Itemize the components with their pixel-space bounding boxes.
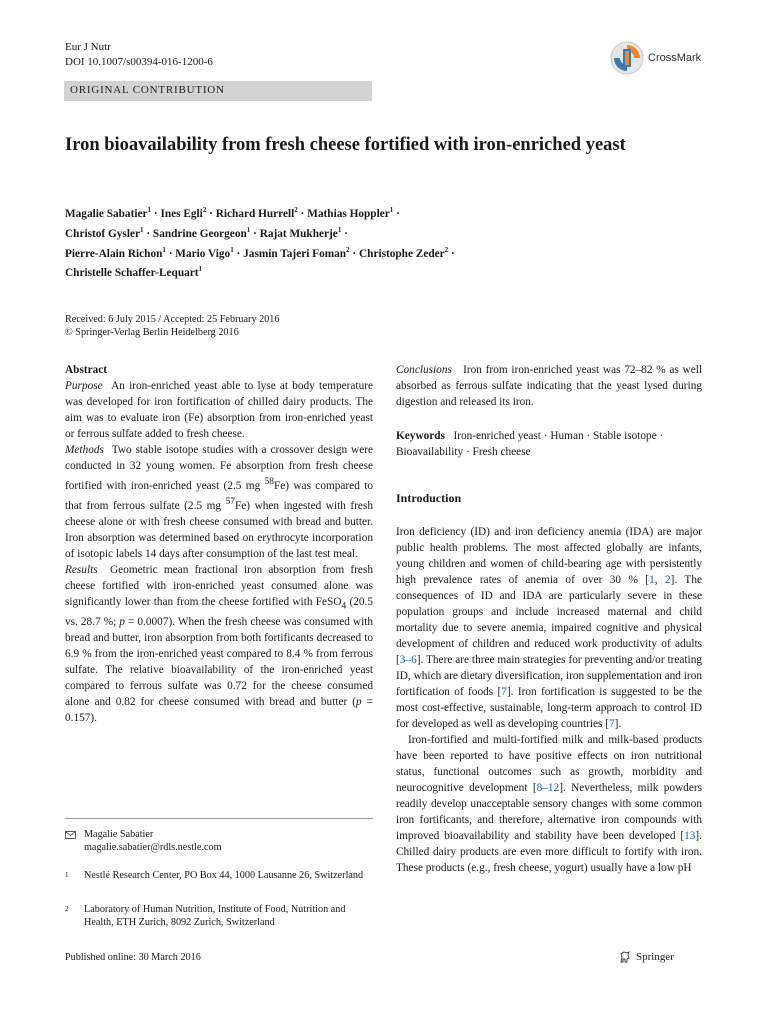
publisher-logo xyxy=(618,950,674,964)
author-affiliation: 2 xyxy=(346,245,350,254)
conclusions-label: Conclusions xyxy=(396,364,452,376)
citation-link[interactable]: 13 xyxy=(684,830,696,842)
crossmark-icon xyxy=(610,41,644,75)
results-label: Results xyxy=(65,563,98,576)
citation-link[interactable]: 2 xyxy=(664,574,671,586)
introduction-heading: Introduction xyxy=(396,491,462,505)
citation-link[interactable]: 7 xyxy=(501,686,507,698)
p-symbol: p xyxy=(119,615,125,628)
affiliation-number: 2 xyxy=(65,905,69,913)
methods-text: Fe) when ingested with fresh cheese alone or with fresh cheese consumed with bread and butter. Iron absorption was determined based on erythrocyte incorporation of isotopic labels 14 days after consumption of the last test meal. xyxy=(65,499,373,560)
author-affiliation: 2 xyxy=(294,206,298,214)
author-affiliation: 2 xyxy=(444,245,449,254)
section-banner xyxy=(64,81,372,101)
isotope-57: 57 xyxy=(225,496,235,507)
author-affiliation: 1 xyxy=(389,206,394,214)
affiliation-text: Laboratory of Human Nutrition, Institute of Food, Nutrition and Health, ETH Zurich, 8092 Zurich, Switzerland xyxy=(84,904,346,928)
author-name[interactable]: Mathias Hoppler xyxy=(307,207,390,220)
citation-link[interactable]: 3–6 xyxy=(399,654,417,666)
author-affiliation: 1 xyxy=(230,245,234,254)
results-text: Geometric mean fractional iron absorption from fresh cheese fortified with iron-enriched yeast consumed alone was significantly lower than from the cheese fortified with FeSO xyxy=(65,563,373,608)
results-text: = 0.0007). When the fresh cheese was consumed with bread and butter, iron absorption from both fortificants decreased to 6.9 % from the iron-enriched yeast compared to 8.4 % from ferrous sulfate. The relative bioavailability of the iron-enriched yeast compared to ferrous sulfate was 0.72 for the cheese consumed alone and 0.82 for cheese consumed with bread and butter ( xyxy=(65,615,373,708)
intro-text: Iron-fortified and multi-fortified milk and milk-based products have been reported to have positive effects on iron nutritional status, functional outcomes such as growth, morbidity and neurocognitive development [ xyxy=(396,734,702,794)
author-affiliation: 1 xyxy=(337,225,342,234)
article-title: Iron bioavailability from fresh cheese fortified with iron-enriched yeast xyxy=(65,135,626,155)
intro-text: ]. Chilled dairy products are even more difficult to fortify with iron. These products (e.g., fresh cheese, yogurt) usually have a low pH xyxy=(396,830,702,874)
affiliation-1 xyxy=(65,869,373,882)
methods-text: Fe) was compared to that from ferrous sulfate (2.5 mg xyxy=(65,479,373,512)
author-affiliation: 1 xyxy=(147,206,152,214)
p-symbol: p xyxy=(355,695,362,708)
intro-text: ]. Nevertheless, milk powders readily develop unacceptable sensory changes with some common iron fortificants, and therefore, alternative iron compounds with improved bioavailability and stability have been developed [ xyxy=(396,782,702,842)
isotope-58: 58 xyxy=(264,477,274,487)
keywords-text: Iron-enriched yeast · Human · Stable isotope · Bioavailability · Fresh cheese xyxy=(396,430,664,458)
author-email[interactable]: magalie.sabatier@rdls.nestle.com xyxy=(84,842,222,853)
received-accepted: Received: 6 July 2015 / Accepted: 25 February 2016 xyxy=(65,314,280,325)
author-name[interactable]: Sandrine Georgeon xyxy=(152,227,247,240)
author-list: Magalie Sabatier$^1$ · Ines Egli$^2$ · Richard Hurrell$^2$ · Mathias Hoppler$^1$ · Christof Gysler$^1$ · Sandrine Georgeon$^1$ · Rajat Mukherje$^1$ · Pierre-Alain Richon$^1$ · Mario Vigo$^1$ · Jasmin Tajeri Foman$^2$ · Christophe Zeder$^2$ · Christelle Schaffer-Lequart$^1$ xyxy=(65,206,455,280)
doi[interactable]: DOI 10.1007/s00394-016-1200-6 xyxy=(65,56,213,68)
publisher-name: Springer xyxy=(636,951,674,963)
citation-link[interactable]: 7 xyxy=(609,718,615,730)
author-name[interactable]: Jasmin Tajeri Foman xyxy=(243,247,347,260)
intro-text: Iron deficiency (ID) and iron deficiency anemia (IDA) are major public health problems. The most affected globally are infants, young children and women of child-bearing age with persistently high prevalence rates of anemia of over 30 % [ xyxy=(396,526,702,586)
citation-link[interactable]: 8–12 xyxy=(536,782,560,794)
correspondence xyxy=(65,828,373,854)
envelope-icon xyxy=(65,830,76,843)
section-banner-label: ORIGINAL CONTRIBUTION xyxy=(70,84,225,96)
author-name[interactable]: Rajat Mukherje xyxy=(259,227,338,240)
author-name[interactable]: Christophe Zeder xyxy=(359,247,445,260)
abstract-methods xyxy=(65,442,373,562)
abstract-conclusions xyxy=(396,362,702,410)
keywords-label: Keywords xyxy=(396,430,445,442)
crossmark-badge[interactable] xyxy=(610,41,701,75)
purpose-label: Purpose xyxy=(65,380,103,392)
author-name[interactable]: Pierre-Alain Richon xyxy=(65,247,163,260)
author-name[interactable]: Christelle Schaffer-Lequart xyxy=(65,267,199,280)
author-name[interactable]: Mario Vigo xyxy=(175,247,231,260)
intro-text: ]. xyxy=(614,718,622,730)
author-affiliation: 1 xyxy=(162,245,166,254)
journal-name: Eur J Nutr xyxy=(65,41,111,53)
affiliation-text: Nestlé Research Center, PO Box 44, 1000 Lausanne 26, Switzerland xyxy=(84,870,364,881)
methods-text: Two stable isotope studies with a crossover design were conducted in 32 young women. Fe absorption from fresh cheese fortified with iron-enriched yeast (2.5 mg xyxy=(65,444,373,492)
journal-header xyxy=(65,40,213,70)
abstract xyxy=(65,362,373,726)
author-affiliation: 1 xyxy=(198,265,203,274)
keywords xyxy=(396,428,702,460)
article-dates xyxy=(65,313,279,339)
copyright: © Springer-Verlag Berlin Heidelberg 2016 xyxy=(65,327,239,338)
crossmark-label: CrossMark xyxy=(648,52,702,64)
intro-text: ]. There are three main strategies for preventing and/or treating ID, which are dietary diversification, iron supplementation and iron fortification of foods [ xyxy=(396,654,702,698)
author-name[interactable]: Christof Gysler xyxy=(65,227,140,240)
author-affiliation: 1 xyxy=(140,225,144,234)
author-affiliation: 2 xyxy=(202,206,207,214)
corresponding-author: Magalie Sabatier xyxy=(84,829,154,840)
purpose-text: An iron-enriched yeast able to lyse at body temperature was developed for iron fortification of chilled dairy products. The aim was to evaluate iron (Fe) absorption from iron-enriched yeast or ferrous sulfate added to fresh cheese. xyxy=(65,380,373,440)
conclusions-text: Iron from iron-enriched yeast was 72–82 % as well absorbed as ferrous sulfate indicating that the yeast lysed during digestion and released its iron. xyxy=(396,364,702,408)
affiliation-number: 1 xyxy=(65,871,69,879)
methods-label: Methods xyxy=(65,444,104,456)
author-name[interactable]: Magalie Sabatier xyxy=(65,207,148,220)
abstract-heading: Abstract xyxy=(65,364,108,376)
author-name[interactable]: Richard Hurrell xyxy=(215,207,295,220)
citation-link[interactable]: 1 xyxy=(649,574,655,586)
author-name[interactable]: Ines Egli xyxy=(160,207,203,220)
footnote-divider xyxy=(65,818,373,819)
intro-paragraph xyxy=(396,524,702,732)
abstract-purpose xyxy=(65,378,373,442)
intro-text: ]. The consequences of ID and IDA are particularly severe in these population groups and include increased maternal and child mortality due to severe anemia, impaired cognitive and physical development of children and reduced work productivity of adults [ xyxy=(396,574,702,666)
intro-text: ]. Iron fortification is suggested to be the most cost-effective, sustainable, long-term approach to control ID for developed as well as developing countries [ xyxy=(396,686,703,730)
affiliation-2 xyxy=(65,903,373,929)
intro-text: , xyxy=(654,574,665,586)
introduction-body xyxy=(396,524,702,876)
author-affiliation: 1 xyxy=(246,225,251,234)
abstract-results xyxy=(65,562,373,726)
springer-horse-icon xyxy=(618,950,632,964)
results-text: (20.5 vs. 28.7 %; xyxy=(65,595,374,628)
published-online: Published online: 30 March 2016 xyxy=(65,952,201,963)
results-text: = 0.157). xyxy=(65,695,373,724)
intro-paragraph xyxy=(396,732,702,876)
subscript-4: 4 xyxy=(341,600,347,611)
